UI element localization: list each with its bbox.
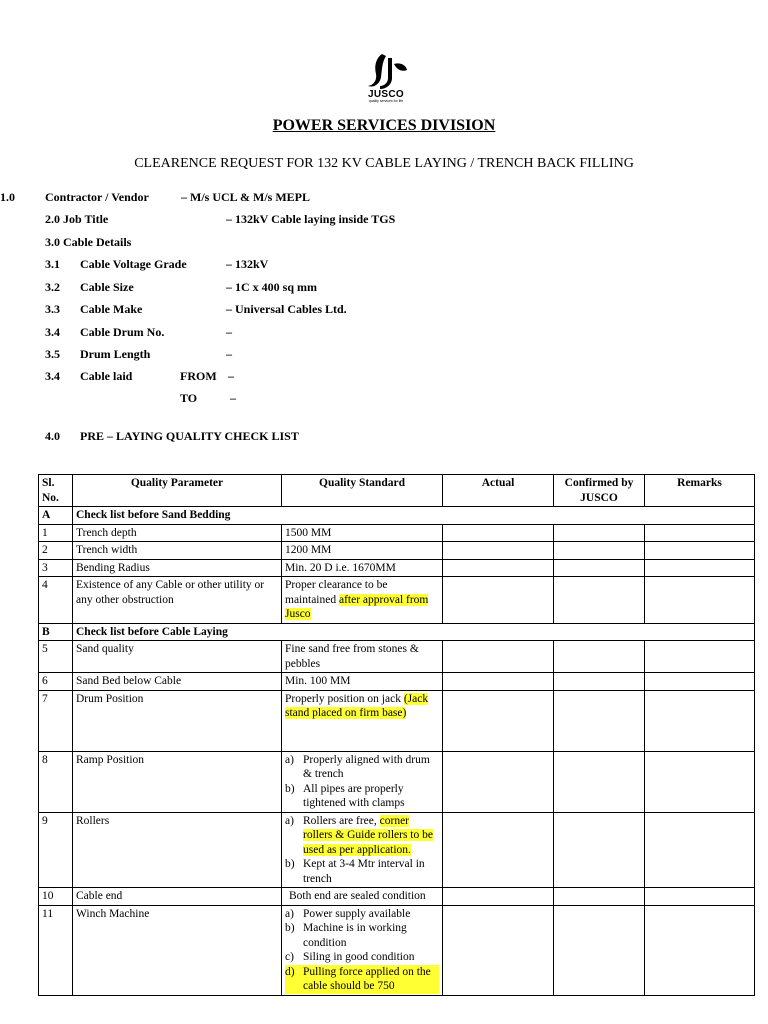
to-label: TO	[180, 391, 198, 405]
row-parameter: Sand Bed below Cable	[73, 673, 282, 691]
item-text: Rollers are free,	[303, 814, 380, 827]
row-number: 9	[39, 812, 73, 888]
row-actual	[443, 905, 554, 995]
section-row-a	[39, 507, 755, 525]
row-number: 4	[39, 577, 73, 624]
row-confirmed	[554, 905, 645, 995]
row-confirmed	[554, 559, 645, 577]
row-actual	[443, 524, 554, 542]
row-standard: 1500 MM	[282, 524, 443, 542]
section-id: B	[39, 623, 73, 641]
table-row	[39, 905, 755, 995]
field-3-4-value: –	[226, 325, 232, 339]
section-id: A	[39, 507, 73, 525]
row-remarks	[645, 751, 755, 812]
row-standard	[282, 812, 443, 888]
row-actual	[443, 673, 554, 691]
row-confirmed	[554, 690, 645, 751]
quality-check-table	[38, 474, 755, 996]
row-standard	[282, 905, 443, 995]
table-row	[39, 690, 755, 751]
list-item: b) All pipes are properly tightened with clamps	[285, 782, 405, 809]
standard-list	[285, 753, 439, 811]
row-standard: Both end are sealed condition	[282, 888, 443, 906]
field-3-1-value: – 132kV	[226, 257, 269, 271]
row-parameter: Existence of any Cable or other utility or any other obstruction	[73, 577, 282, 624]
row-number: 8	[39, 751, 73, 812]
table-header-row	[39, 475, 755, 507]
table-row	[39, 524, 755, 542]
row-remarks	[645, 524, 755, 542]
field-3-6-number: 3.4	[45, 369, 60, 383]
field-3-4-number: 3.4	[45, 325, 60, 339]
list-item: b) Kept at 3-4 Mtr interval in trench	[285, 858, 425, 885]
field-2-value: – 132kV Cable laying inside TGS	[226, 212, 396, 226]
row-standard: 1200 MM	[282, 542, 443, 560]
row-number: 11	[39, 905, 73, 995]
row-parameter: Cable end	[73, 888, 282, 906]
row-remarks	[645, 641, 755, 673]
field-3-4-label: Cable Drum No.	[80, 325, 165, 339]
field-3-2-value: – 1C x 400 sq mm	[226, 280, 318, 294]
standard-text: Proper clearance to be maintained	[285, 579, 388, 606]
table-row	[39, 641, 755, 673]
header-actual: Actual	[443, 475, 554, 507]
field-1-value: – M/s UCL & M/s MEPL	[181, 190, 310, 204]
field-4-number: 4.0	[45, 429, 60, 443]
row-parameter: Trench depth	[73, 524, 282, 542]
table-row	[39, 559, 755, 577]
row-confirmed	[554, 577, 645, 624]
item-text: Power supply available	[303, 907, 411, 920]
row-number: 7	[39, 690, 73, 751]
row-parameter: Bending Radius	[73, 559, 282, 577]
section-title: Check list before Cable Laying	[73, 623, 755, 641]
list-item: b) Machine is in working condition	[285, 922, 407, 949]
logo-tagline: quality services for life	[368, 99, 404, 103]
field-1-number: 1.0	[0, 190, 15, 204]
field-3-3-value: – Universal Cables Ltd.	[226, 302, 347, 316]
row-standard	[282, 751, 443, 812]
row-remarks	[645, 905, 755, 995]
row-confirmed	[554, 524, 645, 542]
row-parameter: Sand quality	[73, 641, 282, 673]
table-row	[39, 577, 755, 624]
item-text: Properly aligned with drum & trench	[303, 753, 430, 780]
logo-name: JUSCO	[368, 89, 404, 100]
list-item: d) Pulling force applied on the cable should be 750	[285, 965, 439, 994]
row-confirmed	[554, 888, 645, 906]
row-confirmed	[554, 812, 645, 888]
row-number: 3	[39, 559, 73, 577]
table-row	[39, 812, 755, 888]
header-confirmed-by: Confirmed by JUSCO	[554, 475, 645, 507]
standard-list	[285, 814, 439, 887]
row-actual	[443, 542, 554, 560]
row-standard: Min. 20 D i.e. 1670MM	[282, 559, 443, 577]
header-sl-no: Sl. No.	[39, 475, 73, 507]
row-parameter: Drum Position	[73, 690, 282, 751]
row-remarks	[645, 577, 755, 624]
item-text: Kept at 3-4 Mtr interval in trench	[303, 858, 425, 885]
from-label: FROM	[180, 369, 217, 383]
row-actual	[443, 641, 554, 673]
table-row	[39, 888, 755, 906]
row-actual	[443, 690, 554, 751]
list-item: a) Power supply available	[285, 907, 411, 920]
row-standard: Fine sand free from stones & pebbles	[282, 641, 443, 673]
row-number: 5	[39, 641, 73, 673]
row-number: 1	[39, 524, 73, 542]
list-item: c) Siling in good condition	[285, 951, 415, 963]
to-value: –	[230, 391, 236, 405]
field-3-5-number: 3.5	[45, 347, 60, 361]
page-subtitle: CLEARENCE REQUEST FOR 132 KV CABLE LAYING / TRENCH BACK FILLING	[134, 156, 634, 171]
from-value: –	[228, 369, 234, 383]
item-text: All pipes are properly tightened with clamps	[303, 782, 405, 809]
row-standard: Min. 100 MM	[282, 673, 443, 691]
list-item: a) Properly aligned with drum & trench	[285, 753, 430, 780]
row-standard	[282, 690, 443, 751]
row-parameter: Trench width	[73, 542, 282, 560]
section-row-b	[39, 623, 755, 641]
row-number: 10	[39, 888, 73, 906]
row-confirmed	[554, 673, 645, 691]
field-3-1-label: Cable Voltage Grade	[80, 257, 187, 271]
standard-list	[285, 907, 439, 994]
field-3-label: 3.0 Cable Details	[45, 235, 132, 249]
section-title: Check list before Sand Bedding	[73, 507, 755, 525]
row-actual	[443, 812, 554, 888]
table-row	[39, 673, 755, 691]
row-remarks	[645, 542, 755, 560]
row-number: 6	[39, 673, 73, 691]
row-number: 2	[39, 542, 73, 560]
row-actual	[443, 888, 554, 906]
item-text: Pulling force applied on the cable should be 750	[303, 965, 431, 992]
row-actual	[443, 559, 554, 577]
row-parameter: Rollers	[73, 812, 282, 888]
row-parameter: Winch Machine	[73, 905, 282, 995]
item-highlight: corner rollers & Guide rollers to be used as per application.	[303, 814, 433, 856]
page-title: POWER SERVICES DIVISION	[272, 117, 496, 134]
field-3-2-number: 3.2	[45, 280, 60, 294]
standard-highlight: (Jack stand placed on firm base)	[285, 692, 429, 719]
field-3-5-label: Drum Length	[80, 347, 151, 361]
row-confirmed	[554, 641, 645, 673]
header-quality-parameter: Quality Parameter	[73, 475, 282, 507]
standard-highlight: after approval from Jusco	[285, 593, 429, 620]
item-text: Siling in good condition	[303, 951, 415, 963]
list-item: a) Rollers are free, corner rollers & Guide rollers to be used as per application.	[285, 814, 433, 856]
field-3-6-label: Cable laid	[80, 369, 133, 383]
item-text: Machine is in working condition	[303, 922, 407, 949]
field-2-label: 2.0 Job Title	[45, 212, 109, 226]
row-parameter: Ramp Position	[73, 751, 282, 812]
row-confirmed	[554, 751, 645, 812]
header-quality-standard: Quality Standard	[282, 475, 443, 507]
field-1-label: Contractor / Vendor	[45, 190, 149, 204]
header-remarks: Remarks	[645, 475, 755, 507]
row-remarks	[645, 559, 755, 577]
field-4-label: PRE – LAYING QUALITY CHECK LIST	[80, 429, 299, 443]
table-row	[39, 542, 755, 560]
row-remarks	[645, 690, 755, 751]
field-3-3-label: Cable Make	[80, 302, 143, 316]
row-remarks	[645, 888, 755, 906]
row-confirmed	[554, 542, 645, 560]
field-3-1-number: 3.1	[45, 257, 60, 271]
table-row	[39, 751, 755, 812]
row-remarks	[645, 673, 755, 691]
row-actual	[443, 751, 554, 812]
field-3-3-number: 3.3	[45, 302, 60, 316]
field-3-5-value: –	[226, 347, 232, 361]
row-actual	[443, 577, 554, 624]
standard-text: Properly position on jack	[285, 692, 404, 705]
field-3-2-label: Cable Size	[80, 280, 134, 294]
row-standard	[282, 577, 443, 624]
row-remarks	[645, 812, 755, 888]
